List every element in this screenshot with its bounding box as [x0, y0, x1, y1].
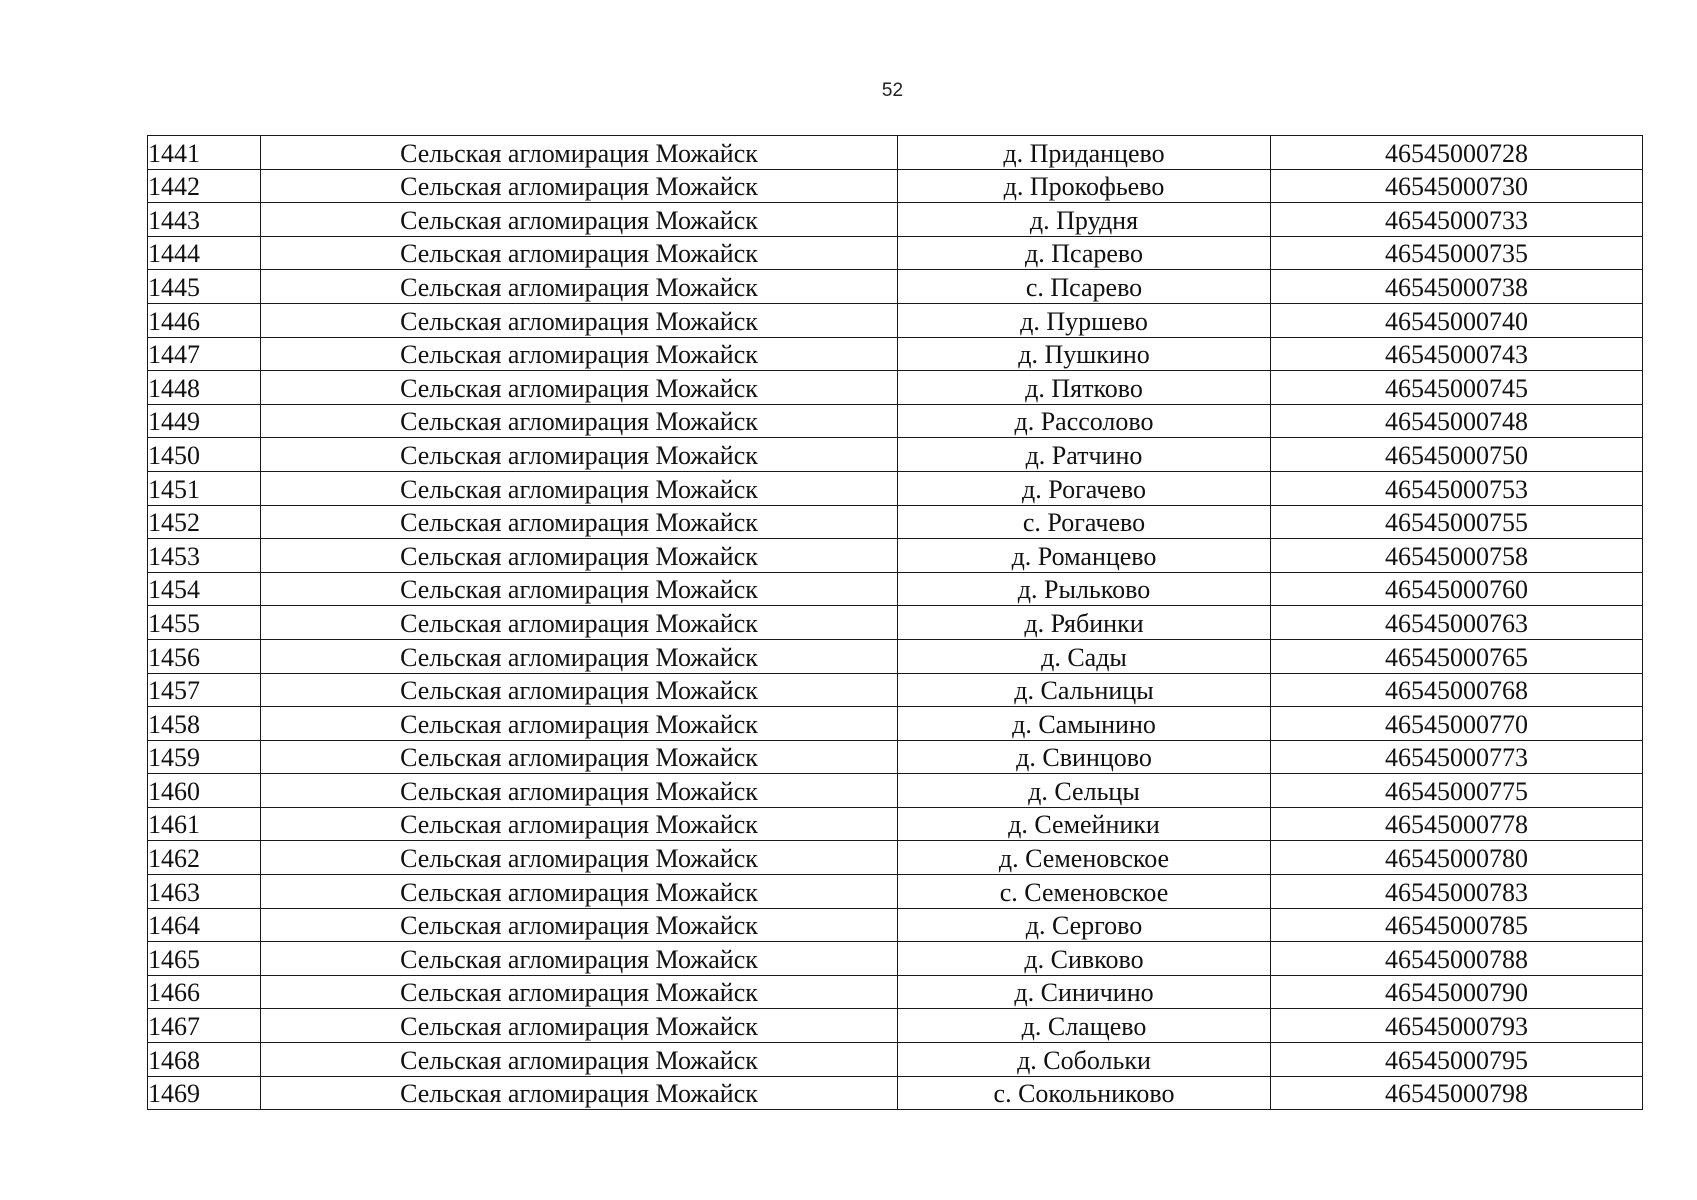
- agglomeration-cell: Сельская агломирация Можайск: [261, 1076, 898, 1110]
- row-number-cell: 1469: [148, 1076, 261, 1110]
- agglomeration-cell: Сельская агломирация Можайск: [261, 270, 898, 304]
- table-row: [148, 841, 1643, 875]
- oktmo-code-cell: 46545000735: [1271, 236, 1643, 270]
- settlement-registry-table: [147, 135, 1643, 1110]
- table-row: [148, 539, 1643, 573]
- table-row: [148, 337, 1643, 371]
- row-number-cell: 1442: [148, 169, 261, 203]
- table-row: [148, 875, 1643, 909]
- row-number-cell: 1459: [148, 740, 261, 774]
- settlement-cell: д. Пуршево: [898, 303, 1271, 337]
- oktmo-code-cell: 46545000793: [1271, 1009, 1643, 1043]
- row-number-cell: 1464: [148, 908, 261, 942]
- settlement-cell: д. Псарево: [898, 236, 1271, 270]
- row-number-cell: 1457: [148, 673, 261, 707]
- settlement-cell: с. Сокольниково: [898, 1076, 1271, 1110]
- table-row: [148, 975, 1643, 1009]
- agglomeration-cell: Сельская агломирация Можайск: [261, 1009, 898, 1043]
- table-row: [148, 572, 1643, 606]
- oktmo-code-cell: 46545000775: [1271, 774, 1643, 808]
- row-number-cell: 1467: [148, 1009, 261, 1043]
- settlement-cell: д. Приданцево: [898, 136, 1271, 170]
- oktmo-code-cell: 46545000750: [1271, 438, 1643, 472]
- oktmo-code-cell: 46545000763: [1271, 606, 1643, 640]
- agglomeration-cell: Сельская агломирация Можайск: [261, 673, 898, 707]
- agglomeration-cell: Сельская агломирация Можайск: [261, 740, 898, 774]
- agglomeration-cell: Сельская агломирация Можайск: [261, 572, 898, 606]
- settlement-cell: д. Семеновское: [898, 841, 1271, 875]
- row-number-cell: 1463: [148, 875, 261, 909]
- row-number-cell: 1468: [148, 1043, 261, 1077]
- row-number-cell: 1447: [148, 337, 261, 371]
- settlement-cell: д. Сивково: [898, 942, 1271, 976]
- agglomeration-cell: Сельская агломирация Можайск: [261, 841, 898, 875]
- oktmo-code-cell: 46545000783: [1271, 875, 1643, 909]
- agglomeration-cell: Сельская агломирация Можайск: [261, 875, 898, 909]
- table-row: [148, 303, 1643, 337]
- oktmo-code-cell: 46545000788: [1271, 942, 1643, 976]
- oktmo-code-cell: 46545000790: [1271, 975, 1643, 1009]
- agglomeration-cell: Сельская агломирация Можайск: [261, 639, 898, 673]
- table-row: [148, 203, 1643, 237]
- settlement-cell: д. Сергово: [898, 908, 1271, 942]
- row-number-cell: 1452: [148, 505, 261, 539]
- agglomeration-cell: Сельская агломирация Можайск: [261, 203, 898, 237]
- row-number-cell: 1453: [148, 539, 261, 573]
- table-row: [148, 169, 1643, 203]
- settlement-cell: д. Свинцово: [898, 740, 1271, 774]
- table-row: [148, 136, 1643, 170]
- row-number-cell: 1449: [148, 404, 261, 438]
- row-number-cell: 1465: [148, 942, 261, 976]
- row-number-cell: 1444: [148, 236, 261, 270]
- row-number-cell: 1451: [148, 471, 261, 505]
- oktmo-code-cell: 46545000733: [1271, 203, 1643, 237]
- oktmo-code-cell: 46545000745: [1271, 371, 1643, 405]
- row-number-cell: 1460: [148, 774, 261, 808]
- oktmo-code-cell: 46545000748: [1271, 404, 1643, 438]
- agglomeration-cell: Сельская агломирация Можайск: [261, 438, 898, 472]
- row-number-cell: 1445: [148, 270, 261, 304]
- agglomeration-cell: Сельская агломирация Можайск: [261, 908, 898, 942]
- oktmo-code-cell: 46545000778: [1271, 807, 1643, 841]
- row-number-cell: 1458: [148, 707, 261, 741]
- agglomeration-cell: Сельская агломирация Можайск: [261, 471, 898, 505]
- oktmo-code-cell: 46545000758: [1271, 539, 1643, 573]
- oktmo-code-cell: 46545000728: [1271, 136, 1643, 170]
- row-number-cell: 1448: [148, 371, 261, 405]
- settlement-cell: с. Псарево: [898, 270, 1271, 304]
- settlement-cell: д. Собольки: [898, 1043, 1271, 1077]
- agglomeration-cell: Сельская агломирация Можайск: [261, 942, 898, 976]
- oktmo-code-cell: 46545000753: [1271, 471, 1643, 505]
- settlement-cell: д. Романцево: [898, 539, 1271, 573]
- agglomeration-cell: Сельская агломирация Можайск: [261, 975, 898, 1009]
- settlement-cell: д. Прудня: [898, 203, 1271, 237]
- settlement-cell: д. Сальницы: [898, 673, 1271, 707]
- row-number-cell: 1441: [148, 136, 261, 170]
- oktmo-code-cell: 46545000760: [1271, 572, 1643, 606]
- row-number-cell: 1456: [148, 639, 261, 673]
- row-number-cell: 1466: [148, 975, 261, 1009]
- table-row: [148, 471, 1643, 505]
- table-row: [148, 236, 1643, 270]
- table-row: [148, 1009, 1643, 1043]
- row-number-cell: 1454: [148, 572, 261, 606]
- table-row: [148, 1076, 1643, 1110]
- settlement-cell: д. Сады: [898, 639, 1271, 673]
- agglomeration-cell: Сельская агломирация Можайск: [261, 707, 898, 741]
- agglomeration-cell: Сельская агломирация Можайск: [261, 807, 898, 841]
- settlement-cell: д. Рогачево: [898, 471, 1271, 505]
- oktmo-code-cell: 46545000755: [1271, 505, 1643, 539]
- settlement-cell: д. Синичино: [898, 975, 1271, 1009]
- table-row: [148, 438, 1643, 472]
- settlement-cell: д. Прокофьево: [898, 169, 1271, 203]
- agglomeration-cell: Сельская агломирация Можайск: [261, 169, 898, 203]
- page-number: 52: [881, 80, 904, 101]
- settlement-cell: д. Ратчино: [898, 438, 1271, 472]
- agglomeration-cell: Сельская агломирация Можайск: [261, 337, 898, 371]
- table-row: [148, 942, 1643, 976]
- settlement-cell: д. Самынино: [898, 707, 1271, 741]
- settlement-cell: д. Слащево: [898, 1009, 1271, 1043]
- agglomeration-cell: Сельская агломирация Можайск: [261, 606, 898, 640]
- row-number-cell: 1455: [148, 606, 261, 640]
- oktmo-code-cell: 46545000798: [1271, 1076, 1643, 1110]
- settlement-cell: д. Пушкино: [898, 337, 1271, 371]
- table-row: [148, 1043, 1643, 1077]
- agglomeration-cell: Сельская агломирация Можайск: [261, 303, 898, 337]
- oktmo-code-cell: 46545000780: [1271, 841, 1643, 875]
- table-row: [148, 404, 1643, 438]
- oktmo-code-cell: 46545000795: [1271, 1043, 1643, 1077]
- table-row: [148, 908, 1643, 942]
- row-number-cell: 1443: [148, 203, 261, 237]
- oktmo-code-cell: 46545000743: [1271, 337, 1643, 371]
- agglomeration-cell: Сельская агломирация Можайск: [261, 774, 898, 808]
- settlement-cell: д. Семейники: [898, 807, 1271, 841]
- oktmo-code-cell: 46545000730: [1271, 169, 1643, 203]
- agglomeration-cell: Сельская агломирация Можайск: [261, 236, 898, 270]
- agglomeration-cell: Сельская агломирация Можайск: [261, 505, 898, 539]
- table-row: [148, 505, 1643, 539]
- row-number-cell: 1462: [148, 841, 261, 875]
- agglomeration-cell: Сельская агломирация Можайск: [261, 136, 898, 170]
- settlement-cell: д. Сельцы: [898, 774, 1271, 808]
- agglomeration-cell: Сельская агломирация Можайск: [261, 1043, 898, 1077]
- settlement-cell: с. Рогачево: [898, 505, 1271, 539]
- table-row: [148, 707, 1643, 741]
- table-row: [148, 807, 1643, 841]
- settlement-cell: д. Рассолово: [898, 404, 1271, 438]
- table-row: [148, 639, 1643, 673]
- table-row: [148, 673, 1643, 707]
- settlement-cell: д. Рыльково: [898, 572, 1271, 606]
- oktmo-code-cell: 46545000768: [1271, 673, 1643, 707]
- registry-table-body: [148, 136, 1643, 1110]
- table-row: [148, 371, 1643, 405]
- table-row: [148, 270, 1643, 304]
- row-number-cell: 1461: [148, 807, 261, 841]
- settlement-cell: д. Пятково: [898, 371, 1271, 405]
- row-number-cell: 1446: [148, 303, 261, 337]
- oktmo-code-cell: 46545000785: [1271, 908, 1643, 942]
- table-row: [148, 740, 1643, 774]
- agglomeration-cell: Сельская агломирация Можайск: [261, 539, 898, 573]
- settlement-cell: д. Рябинки: [898, 606, 1271, 640]
- oktmo-code-cell: 46545000770: [1271, 707, 1643, 741]
- oktmo-code-cell: 46545000738: [1271, 270, 1643, 304]
- oktmo-code-cell: 46545000773: [1271, 740, 1643, 774]
- agglomeration-cell: Сельская агломирация Можайск: [261, 404, 898, 438]
- settlement-cell: с. Семеновское: [898, 875, 1271, 909]
- agglomeration-cell: Сельская агломирация Можайск: [261, 371, 898, 405]
- oktmo-code-cell: 46545000765: [1271, 639, 1643, 673]
- table-row: [148, 606, 1643, 640]
- row-number-cell: 1450: [148, 438, 261, 472]
- oktmo-code-cell: 46545000740: [1271, 303, 1643, 337]
- table-row: [148, 774, 1643, 808]
